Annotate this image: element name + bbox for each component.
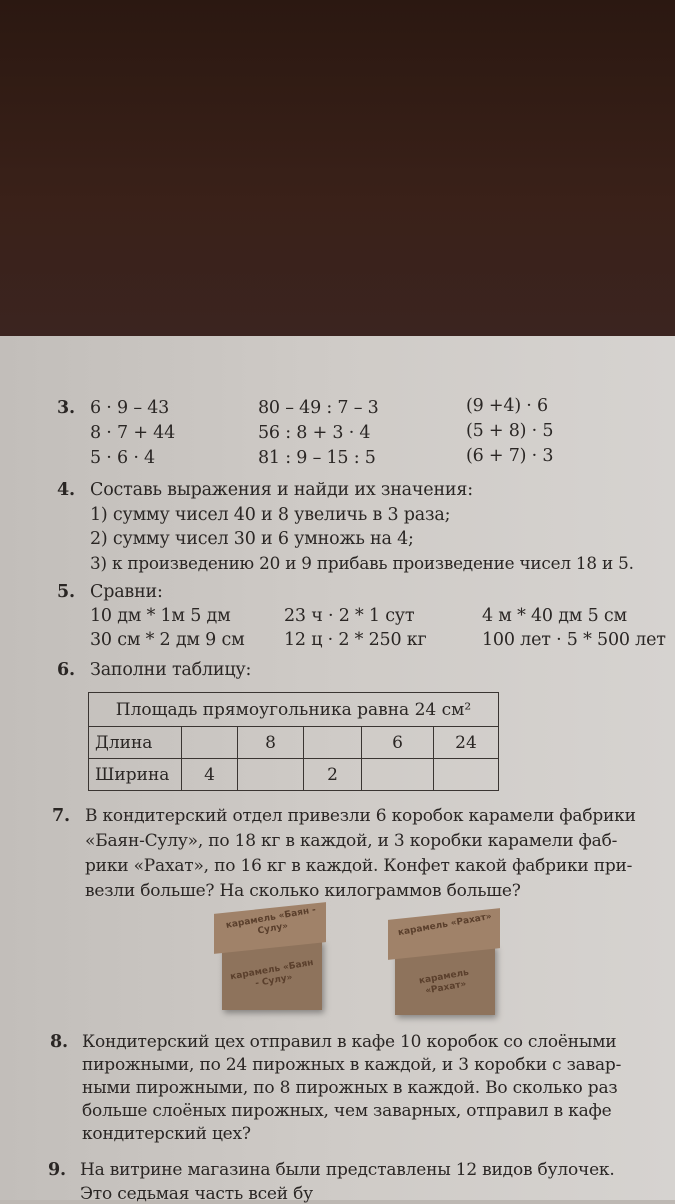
- exercise-title: Сравни:: [90, 582, 163, 602]
- table-cell: [182, 727, 238, 759]
- text-line: «Баян-Сулу», по 18 кг в каждой, и 3 коробки карамели фаб-: [85, 831, 618, 851]
- comparison: 12 ц · 2 * 250 кг: [284, 630, 427, 650]
- expression: 80 – 49 : 7 – 3: [258, 398, 379, 418]
- exercise-number: 6.: [57, 660, 75, 680]
- box-label: карамель «Рахат»: [418, 967, 470, 997]
- text-line: Это седьмая часть всей бу: [80, 1184, 313, 1204]
- table-cell: 2: [304, 759, 362, 791]
- table-header: Площадь прямоугольника равна 24 см²: [89, 693, 499, 727]
- expression: 5 · 6 · 4: [90, 448, 155, 468]
- expression: (5 + 8) · 5: [466, 421, 554, 441]
- expression: (6 + 7) · 3: [466, 446, 554, 466]
- task-item: 2) сумму чисел 30 и 6 умножь на 4;: [90, 529, 414, 549]
- expression: 6 · 9 – 43: [90, 398, 170, 418]
- expression: 81 : 9 – 15 : 5: [258, 448, 376, 468]
- comparison: 10 дм * 1м 5 дм: [90, 606, 231, 626]
- text-line: рики «Рахат», по 16 кг в каждой. Конфет какой фабрики при-: [85, 856, 633, 876]
- table-cell: Ширина: [89, 759, 182, 791]
- task-item: 1) сумму чисел 40 и 8 увеличь в 3 раза;: [90, 505, 451, 525]
- dark-background: [0, 0, 675, 340]
- table-cell: 24: [434, 727, 499, 759]
- exercise-title: Составь выражения и найди их значения:: [90, 480, 473, 500]
- comparison: 30 см * 2 дм 9 см: [90, 630, 245, 650]
- task-item: 3) к произведению 20 и 9 прибавь произведение чисел 18 и 5.: [90, 553, 634, 573]
- exercise-number: 3.: [57, 398, 75, 418]
- text-line: Кондитерский цех отправил в кафе 10 коробок со слоёными: [82, 1032, 617, 1052]
- table-cell: [362, 759, 434, 791]
- table-cell: Длина: [89, 727, 182, 759]
- table-cell: [238, 759, 304, 791]
- box-label: карамель «Баян - Сулу»: [225, 905, 317, 937]
- table-cell: [434, 759, 499, 791]
- exercise-number: 5.: [57, 582, 75, 602]
- text-line: ными пирожными, по 8 пирожных в каждой. Во сколько раз: [82, 1078, 618, 1098]
- box-label: карамель «Рахат»: [397, 911, 493, 939]
- text-line: кондитерский цех?: [82, 1124, 251, 1144]
- expression: 8 · 7 + 44: [90, 423, 176, 443]
- comparison: 4 м * 40 дм 5 см: [482, 606, 627, 626]
- expression: 56 : 8 + 3 · 4: [258, 423, 371, 443]
- text-line: пирожными, по 24 пирожных в каждой, и 3 коробки с завар-: [82, 1055, 622, 1075]
- text-line: В кондитерский отдел привезли 6 коробок карамели фабрики: [85, 806, 636, 826]
- exercise-number: 8.: [50, 1032, 68, 1052]
- text-line: больше слоёных пирожных, чем заварных, отправил в кафе: [82, 1101, 612, 1121]
- exercise-number: 4.: [57, 480, 75, 500]
- exercise-title: Заполни таблицу:: [90, 660, 252, 680]
- table-row: [89, 759, 499, 791]
- table-cell: [304, 727, 362, 759]
- text-line: На витрине магазина были представлены 12 видов булочек.: [80, 1160, 615, 1180]
- table-cell: 4: [182, 759, 238, 791]
- table-cell: 6: [362, 727, 434, 759]
- table-cell: 8: [238, 727, 304, 759]
- comparison: 100 лет · 5 * 500 лет: [482, 630, 666, 650]
- exercise-number: 9.: [48, 1160, 66, 1180]
- rectangle-table: [88, 692, 499, 791]
- expression: (9 +4) · 6: [466, 396, 548, 416]
- box-label: карамель «Баян - Сулу»: [229, 957, 315, 990]
- comparison: 23 ч · 2 * 1 сут: [284, 606, 415, 626]
- text-line: везли больше? На сколько килограммов больше?: [85, 881, 521, 901]
- exercise-number: 7.: [52, 806, 70, 826]
- table-row: [89, 727, 499, 759]
